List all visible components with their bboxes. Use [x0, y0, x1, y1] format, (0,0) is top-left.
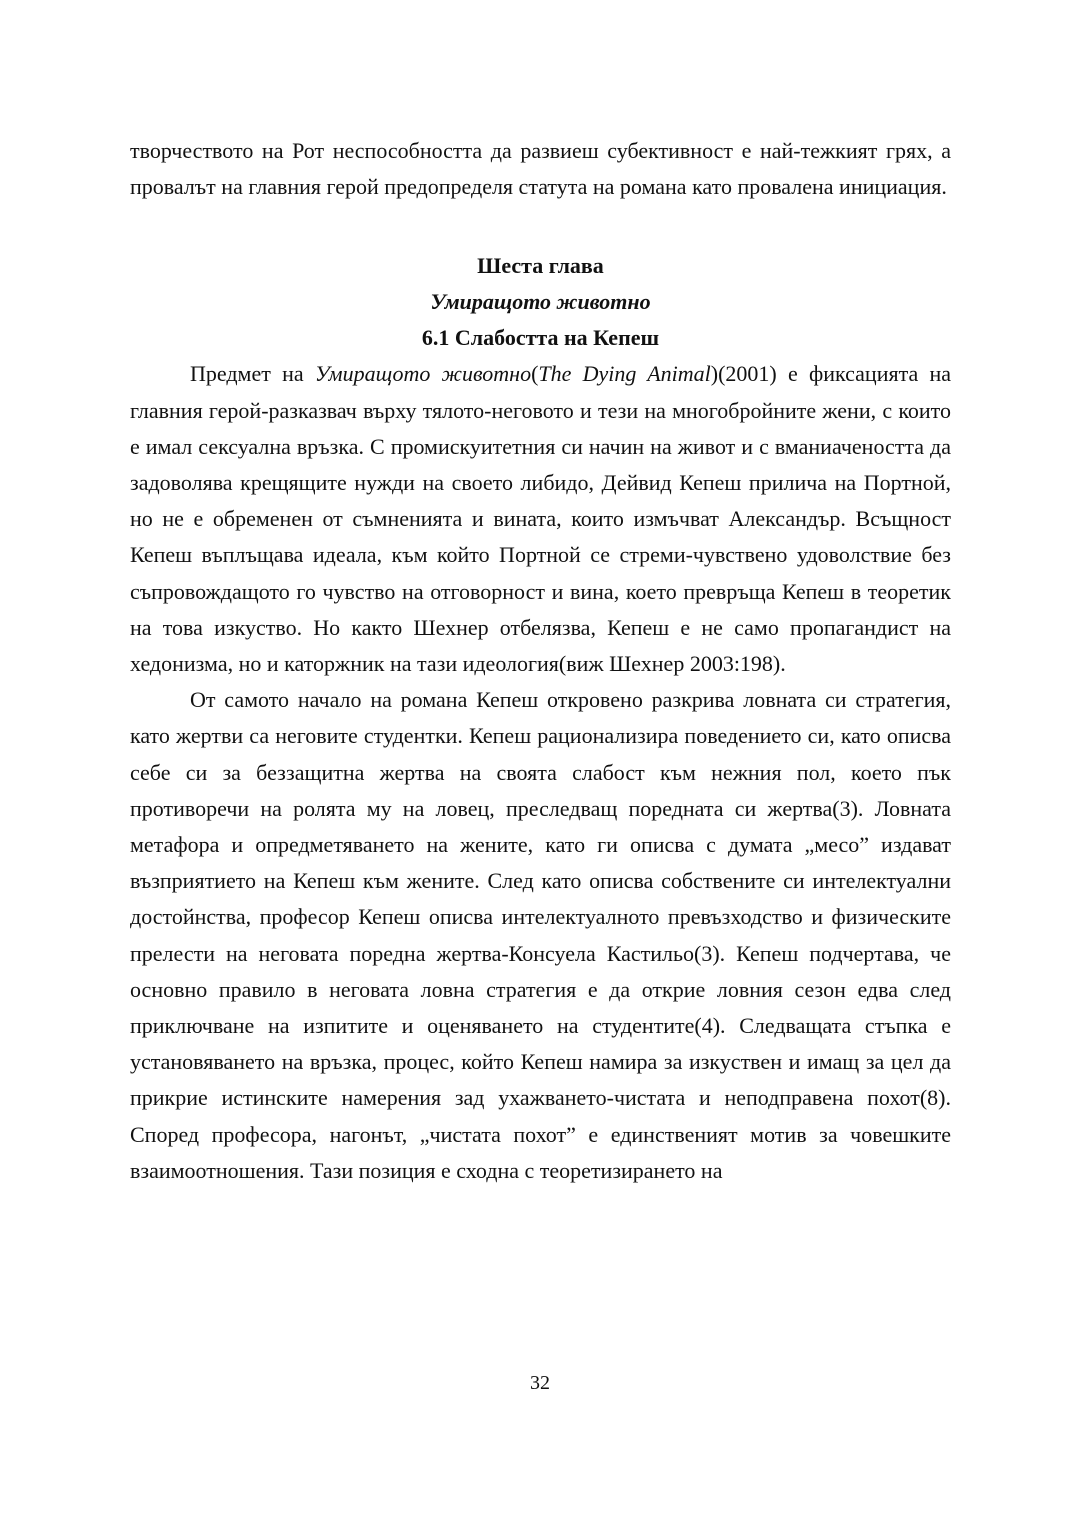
book-title-en: The Dying Animal — [538, 361, 711, 387]
chapter-book-title: Умиращото животно — [430, 289, 651, 315]
body-paragraph-1 — [130, 356, 951, 682]
chapter-heading-block — [130, 248, 951, 356]
chapter-number-title: Шеста глава — [477, 253, 604, 279]
section-title: 6.1 Слабостта на Кепеш — [421, 325, 660, 351]
paragraph-1-rest: (2001) е фиксацията на главния герой-разказвач върху тялото-неговото и тези на многобройните жени, с които е имал сексуална връзка. С промискуитетния си начин на живот и с вманиачеността да задоволява крещящите нужди на своето либидо, Дейвид Кепеш прилича на Портной, но не е обременен от съмненията и вината, които измъчват Александър. Всъщност Кепеш въплъщава идеала, към който Портной се стреми-чувствено удоволствие без съпровождащото го чувство на отговорност и вина, което превръща Кепеш в теоретик на това изкуство. Но както Шехнер отбелязва, Кепеш е не само пропагандист на хедонизма, но и каторжник на тази идеология(виж Шехнер 2003:198). — [130, 361, 951, 677]
body-paragraph-2: От самото начало на романа Кепеш откровено разкрива ловната си стратегия, като жертви са неговите студентки. Кепеш рационализира поведението си, като описва себе си за беззащитна жертва на своята слабост към нежния пол, което пък противоречи на ролята му на ловец, преследващ поредната си жертва(3). Ловната метафора и опредметяването на жените, като ги описва с думата „месо” издават възприятието на Кепеш към жените. След като описва собствените си интелектуални достойнства, професор Кепеш описва интелектуалното превъзходство и физическите прелести на неговата поредна жертва-Консуела Кастильо(3). Кепеш подчертава, че основно правило в неговата ловна стратегия е да открие ловния сезон едва след приключване на изпитите и оценяването на студентите(4). Следващата стъпка е установяването на връзка, процес, който Кепеш намира за изкуствен и имащ за цел да прикрие истинските намерения зад ухажването-чистата и неподправена похот(8). Според професора, нагонът, „чистата похот” е единственият мотив за човешките взаимоотношения. Тази позиция е сходна с теоретизирането на — [130, 687, 951, 1183]
book-title-bg: Умиращото животно — [314, 361, 532, 387]
opening-paragraph: творчеството на Рот неспособността да развиеш субективност е най-тежкият грях, а провалът на главния герой предопределя статута на романа като провалена инициация. — [130, 138, 951, 200]
paren-open: ( — [531, 361, 539, 387]
page-number: 32 — [530, 1372, 550, 1394]
paren-close: ) — [710, 361, 719, 387]
paragraph-1-lead: Предмет на — [190, 361, 315, 387]
page-content — [130, 133, 951, 1189]
